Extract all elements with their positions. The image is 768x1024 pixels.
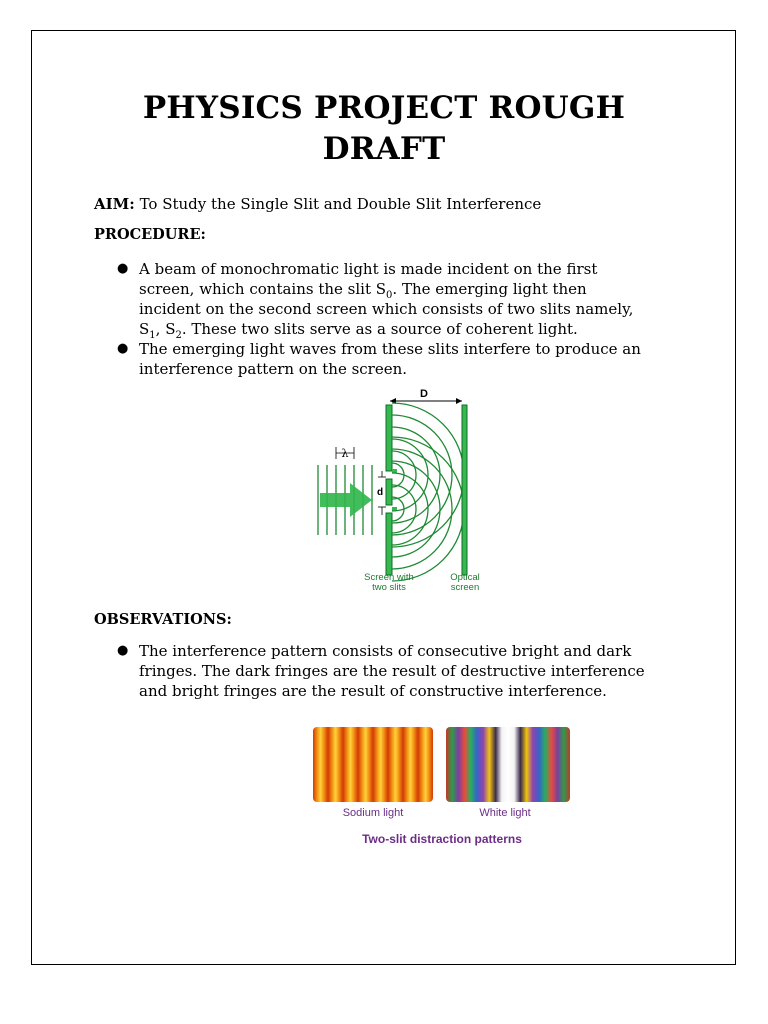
- observations-heading: OBSERVATIONS:: [94, 611, 232, 628]
- label-optical-screen-2: screen: [450, 582, 480, 593]
- bullet-dot-icon: ●: [117, 341, 129, 356]
- aim-text: To Study the Single Slit and Double Slit Interference: [139, 195, 542, 213]
- label-D: D: [420, 388, 428, 400]
- sodium-light-pattern: [313, 727, 433, 802]
- page-title: [0, 88, 768, 170]
- observations-list: [0, 641, 768, 701]
- patterns-caption: Two-slit distraction patterns: [362, 832, 522, 846]
- screen-with-slits: [386, 405, 397, 575]
- double-slit-diagram: [300, 385, 500, 597]
- d-arrow-right-icon: [456, 398, 462, 404]
- label-lambda: λ: [341, 447, 349, 460]
- white-light-pattern: [446, 727, 570, 802]
- procedure-heading: PROCEDURE:: [94, 226, 206, 243]
- observations-bullet-1: ● The interference pattern consists of consecutive bright and dark fringes. The dark fringes are the result of destructive interference and bright fringes are the result of constructive interference.: [117, 642, 645, 700]
- title-line-1: PHYSICS PROJECT ROUGH: [142, 90, 626, 126]
- sodium-light-label: Sodium light: [342, 807, 404, 819]
- aim-label: AIM:: [94, 195, 135, 213]
- procedure-bullet-2: ● The emerging light waves from these slits interfere to produce an interference pattern on the screen.: [117, 340, 641, 378]
- bullet-dot-icon: ●: [117, 261, 129, 276]
- white-light-label: White light: [479, 807, 531, 819]
- bullet-dot-icon: ●: [117, 643, 129, 658]
- label-screen-with-slits-1: Screen with: [364, 572, 414, 583]
- procedure-bullet-1: ● A beam of monochromatic light is made incident on the first screen, which contains the slit $S_0$. The emerging light then incident on the second screen which consists of two slits namely, $S_1$, $S_2$. These two slits serve as a source of coherent light.: [117, 260, 634, 341]
- label-optical-screen-1: Optical: [450, 572, 480, 583]
- aim-paragraph: [94, 194, 541, 214]
- label-screen-with-slits-2: two slits: [372, 582, 406, 593]
- title-line-2: DRAFT: [322, 131, 446, 167]
- light-arrow-icon: [320, 483, 372, 517]
- optical-screen: [462, 405, 467, 575]
- fringe-patterns-figure: [305, 725, 575, 855]
- label-d: d: [376, 487, 384, 498]
- procedure-list: [0, 259, 768, 379]
